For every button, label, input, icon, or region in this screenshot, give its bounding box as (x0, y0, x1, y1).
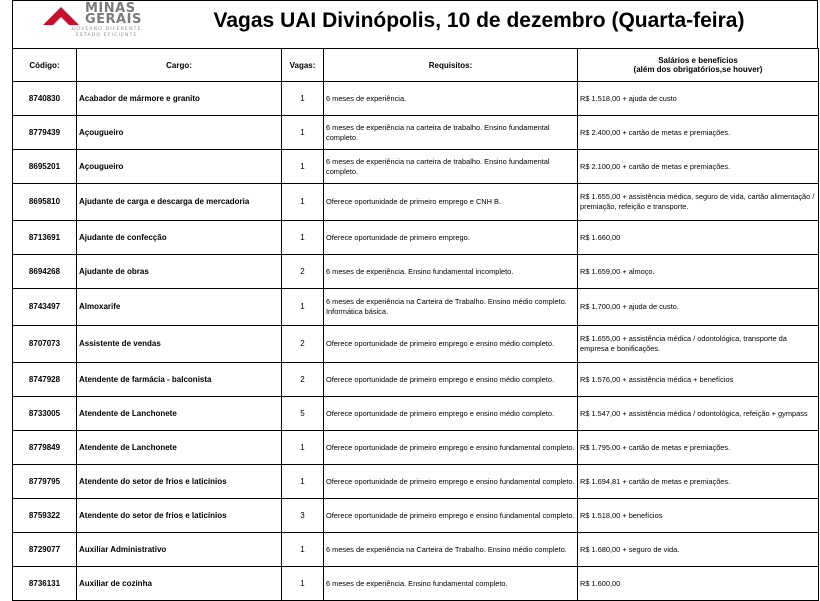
cell-requisitos: Oferece oportunidade de primeiro emprego e ensino médio completo. (324, 363, 578, 397)
cell-requisitos: 6 meses de experiência na Carteira de Trabalho. Ensino médio completo. (324, 533, 578, 567)
logo-tagline-2: ESTADO EFICIENTE. (75, 33, 141, 38)
cell-cargo: Ajudante de carga e descarga de mercadoria (77, 184, 282, 221)
page-title: Vagas UAI Divinópolis, 10 de dezembro (Quarta-feira) (213, 9, 745, 32)
cell-salario: R$ 1.659,00 + almoço. (578, 255, 819, 289)
cell-cargo: Açougueiro (77, 116, 282, 150)
table-row (13, 184, 819, 221)
cell-requisitos: 6 meses de experiência. Ensino fundamental completo. (324, 567, 578, 601)
cell-codigo: 8713691 (13, 221, 77, 255)
table-row (13, 499, 819, 533)
cell-salario: R$ 1.655,00 + assistência médica, seguro de vida, cartão alimentação / premiação, refeição e transporte. (578, 184, 819, 221)
cell-requisitos: Oferece oportunidade de primeiro emprego e CNH B. (324, 184, 578, 221)
cell-requisitos: 6 meses de experiência na Carteira de Trabalho. Ensino médio completo. Informática básica. (324, 289, 578, 326)
sheet-header (12, 0, 818, 48)
table-row (13, 289, 819, 326)
cell-vagas: 5 (282, 397, 324, 431)
cell-salario: R$ 1.655,00 + assistência médica / odontológica, transporte da empresa e bonificações. (578, 326, 819, 363)
cell-codigo: 8779439 (13, 116, 77, 150)
column-header-salarios (578, 49, 819, 82)
cell-codigo: 8695201 (13, 150, 77, 184)
table-row (13, 116, 819, 150)
cell-cargo: Atendente de farmácia - balconista (77, 363, 282, 397)
cell-requisitos: 6 meses de experiência. (324, 82, 578, 116)
table-row (13, 363, 819, 397)
cell-requisitos: Oferece oportunidade de primeiro emprego e ensino fundamental completo. (324, 431, 578, 465)
cell-vagas: 1 (282, 431, 324, 465)
cell-salario: R$ 1.518,00 + ajuda de custo (578, 82, 819, 116)
cell-cargo: Atendente de Lanchonete (77, 397, 282, 431)
cell-salario: R$ 2.100,00 + cartão de metas e premiações. (578, 150, 819, 184)
cell-cargo: Açougueiro (77, 150, 282, 184)
cell-vagas: 2 (282, 363, 324, 397)
cell-vagas: 1 (282, 82, 324, 116)
cell-salario: R$ 2.400,00 + cartão de metas e premiações. (578, 116, 819, 150)
table-row (13, 150, 819, 184)
cell-vagas: 1 (282, 184, 324, 221)
cell-codigo: 8779795 (13, 465, 77, 499)
cell-vagas: 3 (282, 499, 324, 533)
cell-codigo: 8733005 (13, 397, 77, 431)
cell-vagas: 1 (282, 116, 324, 150)
logo-tagline-1: GOVERNO DIFERENTE. (71, 27, 145, 32)
logo-line-1: MINAS (85, 1, 136, 16)
table-row (13, 465, 819, 499)
cell-vagas: 1 (282, 465, 324, 499)
cell-cargo: Atendente do setor de frios e laticínios (77, 465, 282, 499)
column-header-salarios-note: (além dos obrigatórios,se houver) (633, 65, 763, 74)
column-header-vagas: Vagas: (282, 49, 324, 82)
cell-salario: R$ 1.518,00 + benefícios (578, 499, 819, 533)
cell-codigo: 8740830 (13, 82, 77, 116)
cell-codigo: 8747928 (13, 363, 77, 397)
table-row (13, 533, 819, 567)
column-header-requisitos: Requisitos: (324, 49, 578, 82)
table-row (13, 255, 819, 289)
cell-cargo: Auxiliar de cozinha (77, 567, 282, 601)
cell-cargo: Ajudante de confecção (77, 221, 282, 255)
cell-cargo: Assistente de vendas (77, 326, 282, 363)
cell-codigo: 8729077 (13, 533, 77, 567)
cell-requisitos: Oferece oportunidade de primeiro emprego e ensino médio completo. (324, 326, 578, 363)
cell-cargo: Almoxarife (77, 289, 282, 326)
cell-vagas: 1 (282, 533, 324, 567)
table-row (13, 567, 819, 601)
cell-cargo: Ajudante de obras (77, 255, 282, 289)
cell-requisitos: Oferece oportunidade de primeiro emprego. (324, 221, 578, 255)
cell-vagas: 2 (282, 326, 324, 363)
cell-vagas: 1 (282, 150, 324, 184)
cell-cargo: Auxiliar Administrativo (77, 533, 282, 567)
cell-cargo: Atendente de Lanchonete (77, 431, 282, 465)
cell-requisitos: Oferece oportunidade de primeiro emprego e ensino fundamental completo. (324, 499, 578, 533)
column-header-salarios-title: Salários e benefícios (658, 56, 738, 65)
cell-codigo: 8779849 (13, 431, 77, 465)
cell-codigo: 8759322 (13, 499, 77, 533)
cell-requisitos: Oferece oportunidade de primeiro emprego e ensino fundamental completo. (324, 465, 578, 499)
cell-vagas: 1 (282, 289, 324, 326)
cell-cargo: Acabador de mármore e granito (77, 82, 282, 116)
cell-requisitos: Oferece oportunidade de primeiro emprego e ensino médio completo. (324, 397, 578, 431)
cell-codigo: 8695810 (13, 184, 77, 221)
table-row (13, 397, 819, 431)
table-row (13, 221, 819, 255)
cell-requisitos: 6 meses de experiência. Ensino fundamental incompleto. (324, 255, 578, 289)
cell-salario: R$ 1.680,00 + seguro de vida. (578, 533, 819, 567)
table-row (13, 326, 819, 363)
cell-codigo: 8707073 (13, 326, 77, 363)
table-row (13, 82, 819, 116)
cell-salario: R$ 1.694,81 + cartão de metas e premiações. (578, 465, 819, 499)
table-row (13, 431, 819, 465)
table-header-row (13, 49, 819, 82)
cell-salario: R$ 1.700,00 + ajuda de custo. (578, 289, 819, 326)
cell-codigo: 8694268 (13, 255, 77, 289)
job-table-body (13, 82, 819, 601)
cell-requisitos: 6 meses de experiência na carteira de trabalho. Ensino fundamental completo. (324, 116, 578, 150)
column-header-codigo: Código: (13, 49, 77, 82)
cell-codigo: 8736131 (13, 567, 77, 601)
cell-salario: R$ 1.547,00 + assistência médica / odontológica, refeição + gympass (578, 397, 819, 431)
cell-vagas: 1 (282, 567, 324, 601)
logo-line-2: GERAIS (85, 12, 142, 27)
cell-salario: R$ 1.795,00 + cartão de metas e premiações. (578, 431, 819, 465)
cell-codigo: 8743497 (13, 289, 77, 326)
cell-cargo: Atendente do setor de frios e laticínios (77, 499, 282, 533)
cell-vagas: 2 (282, 255, 324, 289)
job-table (12, 48, 819, 601)
cell-salario: R$ 1.576,00 + assistência médica + benefícios (578, 363, 819, 397)
cell-requisitos: 6 meses de experiência na carteira de trabalho. Ensino fundamental completo. (324, 150, 578, 184)
cell-vagas: 1 (282, 221, 324, 255)
column-header-cargo: Cargo: (77, 49, 282, 82)
cell-salario: R$ 1.660,00 (578, 221, 819, 255)
cell-salario: R$ 1.600,00 (578, 567, 819, 601)
